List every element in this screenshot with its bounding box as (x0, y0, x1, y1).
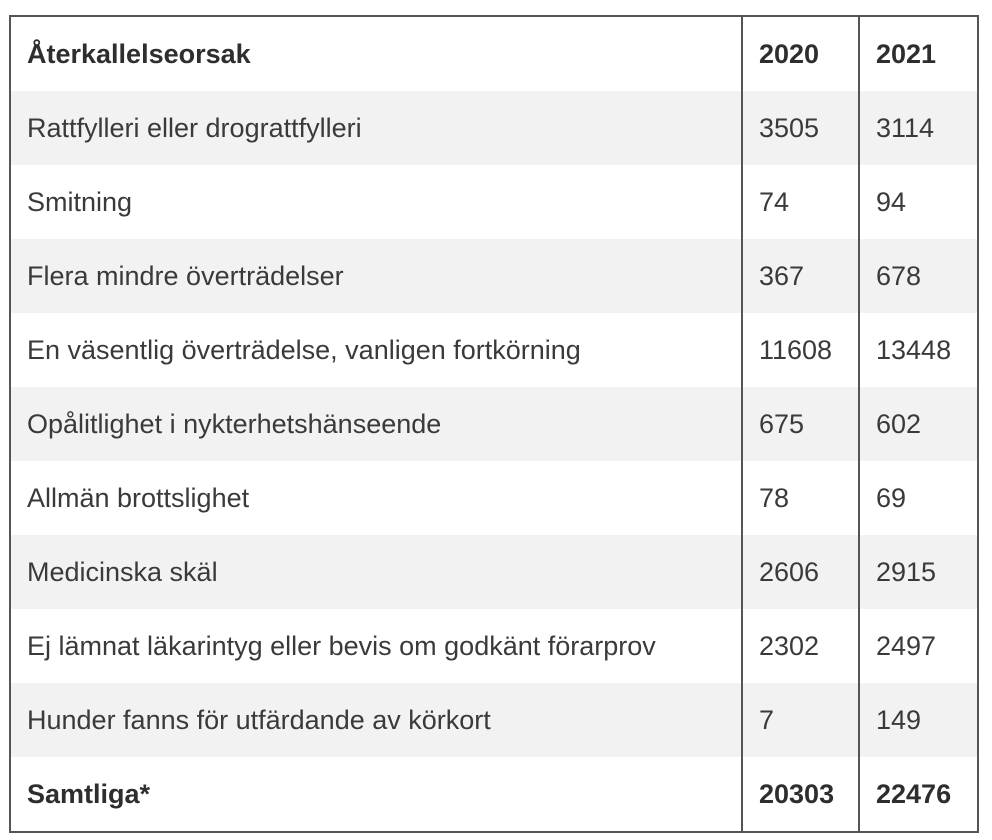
reason-cell: Hunder fanns för utfärdande av körkort (10, 683, 742, 757)
table-row (10, 387, 978, 461)
value-2021-cell: 2497 (859, 609, 978, 683)
value-2020-cell: 3505 (742, 91, 859, 165)
value-2020-cell: 74 (742, 165, 859, 239)
reason-cell: Ej lämnat läkarintyg eller bevis om godkänt förarprov (10, 609, 742, 683)
value-2020-cell: 78 (742, 461, 859, 535)
table-row (10, 91, 978, 165)
value-2021-cell: 13448 (859, 313, 978, 387)
header-row (10, 16, 978, 91)
reason-cell: Medicinska skäl (10, 535, 742, 609)
table-row (10, 239, 978, 313)
table-row (10, 683, 978, 757)
value-2020-cell: 2302 (742, 609, 859, 683)
value-2021-cell: 2915 (859, 535, 978, 609)
value-2021-cell: 678 (859, 239, 978, 313)
reason-cell: Opålitlighet i nykterhetshänseende (10, 387, 742, 461)
value-2021-cell: 94 (859, 165, 978, 239)
value-2021-cell: 3114 (859, 91, 978, 165)
total-2021: 22476 (859, 757, 978, 832)
revocation-reasons-table (9, 15, 979, 833)
reason-cell: Rattfylleri eller drograttfylleri (10, 91, 742, 165)
value-2021-cell: 602 (859, 387, 978, 461)
value-2020-cell: 367 (742, 239, 859, 313)
total-row (10, 757, 978, 832)
table-row (10, 313, 978, 387)
header-2021: 2021 (859, 16, 978, 91)
table-row (10, 609, 978, 683)
table-row (10, 535, 978, 609)
value-2020-cell: 675 (742, 387, 859, 461)
value-2021-cell: 149 (859, 683, 978, 757)
table-row (10, 461, 978, 535)
table-footer (10, 757, 978, 832)
header-2020: 2020 (742, 16, 859, 91)
value-2020-cell: 2606 (742, 535, 859, 609)
reason-cell: Flera mindre överträdelser (10, 239, 742, 313)
total-label: Samtliga* (10, 757, 742, 832)
header-reason: Återkallelseorsak (10, 16, 742, 91)
table-body (10, 91, 978, 757)
total-2020: 20303 (742, 757, 859, 832)
reason-cell: En väsentlig överträdelse, vanligen fortkörning (10, 313, 742, 387)
table-row (10, 165, 978, 239)
value-2020-cell: 7 (742, 683, 859, 757)
reason-cell: Allmän brottslighet (10, 461, 742, 535)
table-header (10, 16, 978, 91)
value-2020-cell: 11608 (742, 313, 859, 387)
value-2021-cell: 69 (859, 461, 978, 535)
reason-cell: Smitning (10, 165, 742, 239)
